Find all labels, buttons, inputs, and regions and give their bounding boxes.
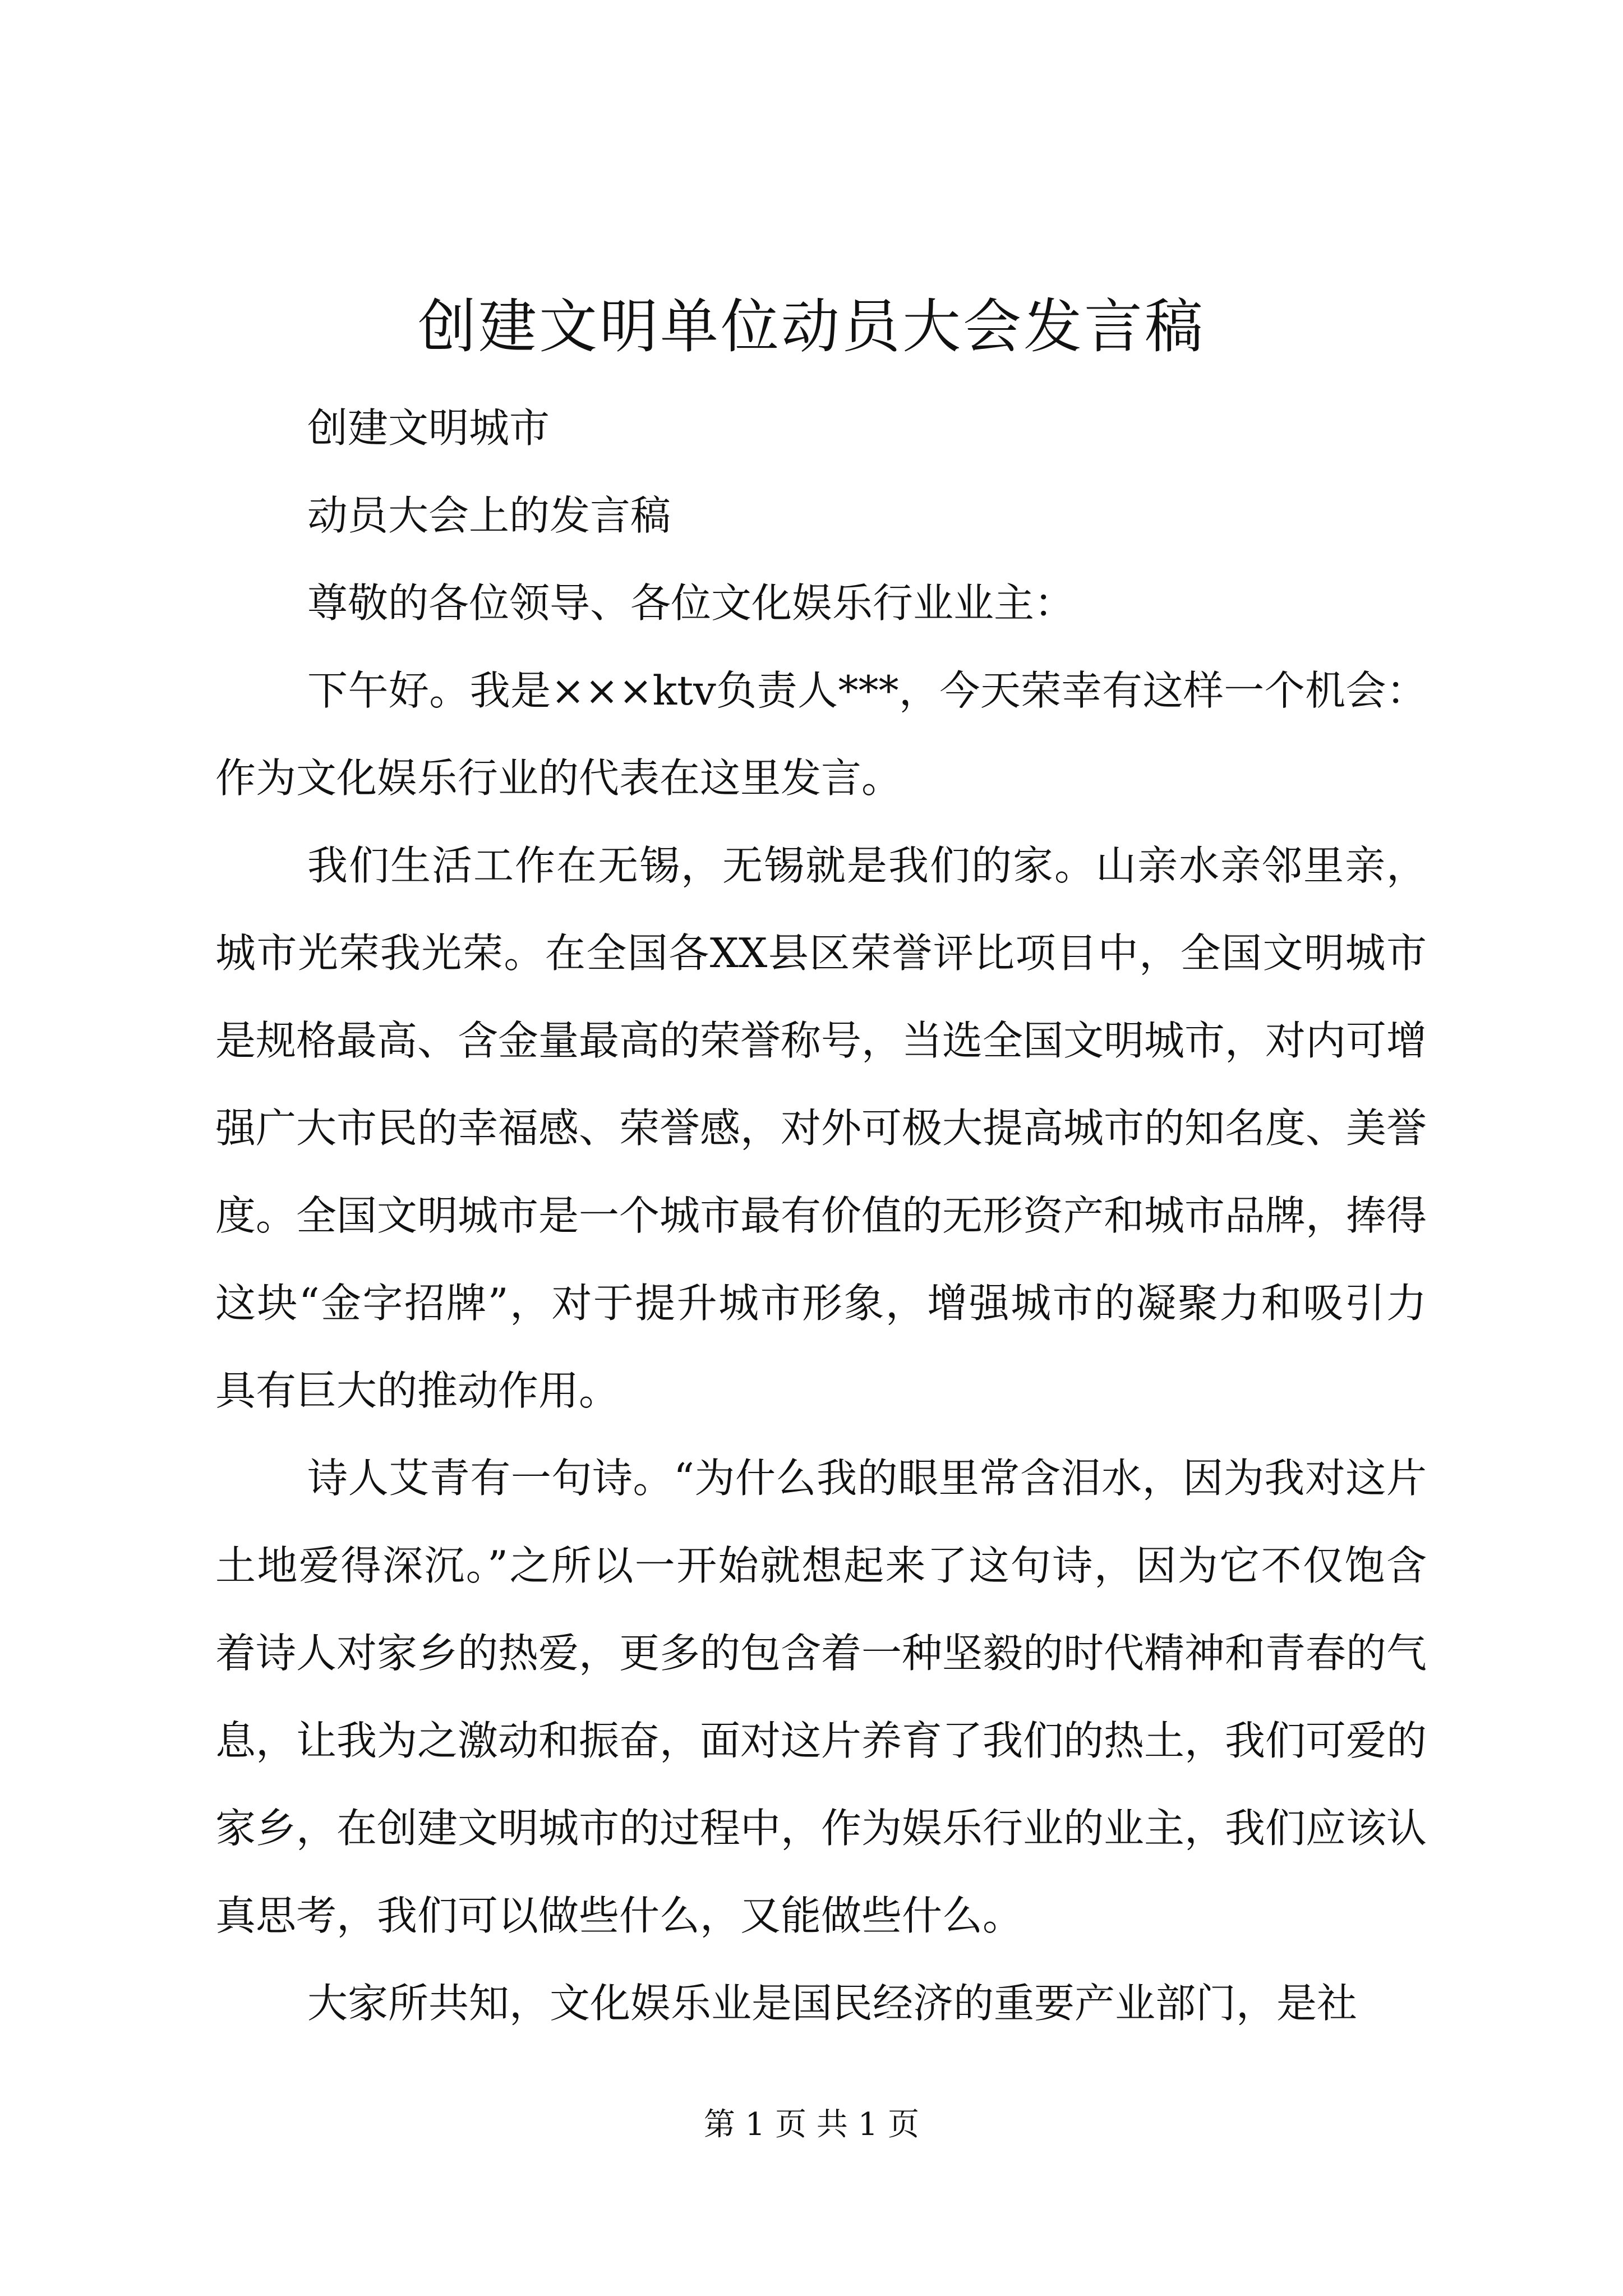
document-title: 创建文明单位动员大会发言稿	[417, 292, 1205, 361]
paragraph-4: 大家所共知，文化娱乐业是国民经济的重要产业部门，是社	[307, 1980, 1358, 2027]
heading-line-2: 动员大会上的发言稿	[307, 492, 671, 539]
salutation: 尊敬的各位领导、各位文化娱乐行业业主：	[307, 579, 1075, 627]
heading-line-1: 创建文明城市	[307, 404, 550, 452]
page-footer: 第 1 页 共 1 页	[703, 2106, 920, 2143]
paragraph-2: 我们生活工作在无锡，无锡就是我们的家。山亲水亲邻里亲，城市光荣我光荣。在全国各XX县区荣誉评比项目中，全国文明城市是规格最高、含金量最高的荣誉称号，当选全国文明城市，对内可增强广大市民的幸福感、荣誉感，对外可极大提高城市的知名度、美誉度。全国文明城市是一个城市最有价值的无形资产和城市品牌，捧得这块“金字招牌”，对于提升城市形象，增强城市的凝聚力和吸引力具有巨大的推动作用。	[215, 842, 1427, 1414]
paragraph-1: 下午好。我是×××ktv负责人***，今天荣幸有这样一个机会：作为文化娱乐行业的代表在这里发言。	[215, 667, 1427, 802]
paragraph-3: 诗人艾青有一句诗。“为什么我的眼里常含泪水，因为我对这片土地爱得深沉。”之所以一开始就想起来了这句诗，因为它不仅饱含着诗人对家乡的热爱，更多的包含着一种坚毅的时代精神和青春的气息，让我为之激动和振奋，面对这片养育了我们的热土，我们可爱的家乡，在创建文明城市的过程中，作为娱乐行业的业主，我们应该认真思考，我们可以做些什么，又能做些什么。	[215, 1455, 1427, 1939]
document-body	[215, 384, 1427, 2047]
